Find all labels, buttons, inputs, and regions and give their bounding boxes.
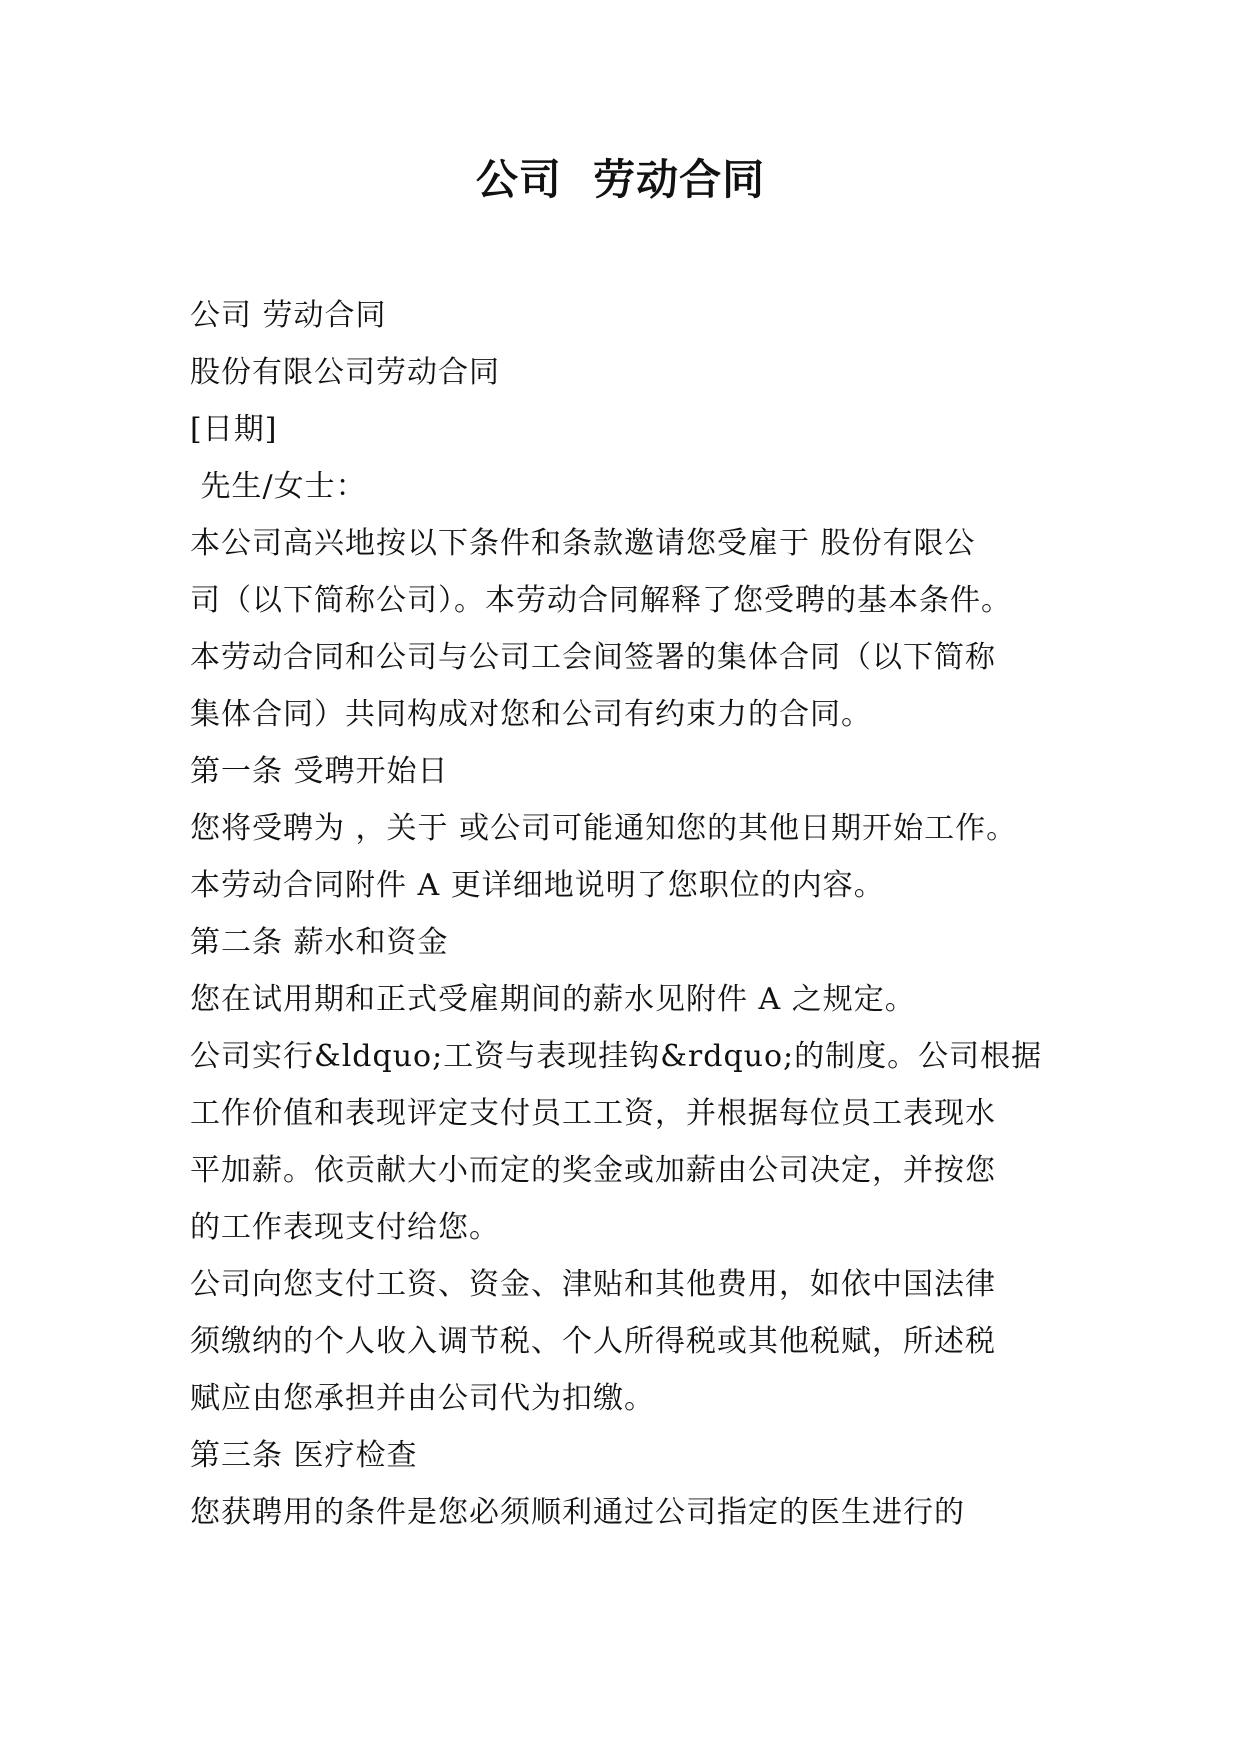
document-title: 公司 劳动合同 <box>475 155 766 204</box>
doc-line-article-2-heading: 第二条 薪水和资金 <box>190 925 449 960</box>
doc-line-paragraph: 司（以下简称公司）。本劳动合同解释了您受聘的基本条件。 <box>190 583 1012 618</box>
doc-line-paragraph: 本劳动合同附件 A 更详细地说明了您职位的内容。 <box>190 868 885 903</box>
doc-line-paragraph: 本公司高兴地按以下条件和条款邀请您受雇于 股份有限公 <box>190 526 976 561</box>
doc-line-paragraph: 的工作表现支付给您。 <box>190 1210 500 1245</box>
doc-line-paragraph: 集体合同）共同构成对您和公司有约束力的合同。 <box>190 697 872 732</box>
doc-line-paragraph: 工作价值和表现评定支付员工工资，并根据每位员工表现水 <box>190 1096 996 1131</box>
doc-line-paragraph: 须缴纳的个人收入调节税、个人所得税或其他税赋，所述税 <box>190 1324 996 1359</box>
doc-line-paragraph: 您在试用期和正式受雇期间的薪水见附件 A 之规定。 <box>190 982 916 1017</box>
doc-line-company-contract: 股份有限公司劳动合同 <box>190 355 500 390</box>
doc-line-paragraph: 公司向您支付工资、资金、津贴和其他费用，如依中国法律 <box>190 1267 996 1302</box>
doc-line-paragraph: 平加薪。依贡献大小而定的奖金或加薪由公司决定，并按您 <box>190 1153 996 1188</box>
doc-line-paragraph: 赋应由您承担并由公司代为扣缴。 <box>190 1381 655 1416</box>
doc-line-heading: 公司 劳动合同 <box>190 298 387 333</box>
doc-line-paragraph: 公司实行&ldquo;工资与表现挂钩&rdquo;的制度。公司根据 <box>190 1039 1043 1074</box>
doc-line-paragraph: 您获聘用的条件是您必须顺利通过公司指定的医生进行的 <box>190 1495 965 1530</box>
document-body <box>190 287 1070 1541</box>
doc-line-article-1-heading: 第一条 受聘开始日 <box>190 754 449 789</box>
doc-line-date: [日期] <box>190 412 278 447</box>
doc-line-article-3-heading: 第三条 医疗检查 <box>190 1438 418 1473</box>
doc-line-paragraph: 您将受聘为 ，关于 或公司可能通知您的其他日期开始工作。 <box>190 811 1018 846</box>
doc-line-paragraph: 本劳动合同和公司与公司工会间签署的集体合同（以下简称 <box>190 640 996 675</box>
doc-line-salutation: 先生/女士： <box>190 469 367 504</box>
